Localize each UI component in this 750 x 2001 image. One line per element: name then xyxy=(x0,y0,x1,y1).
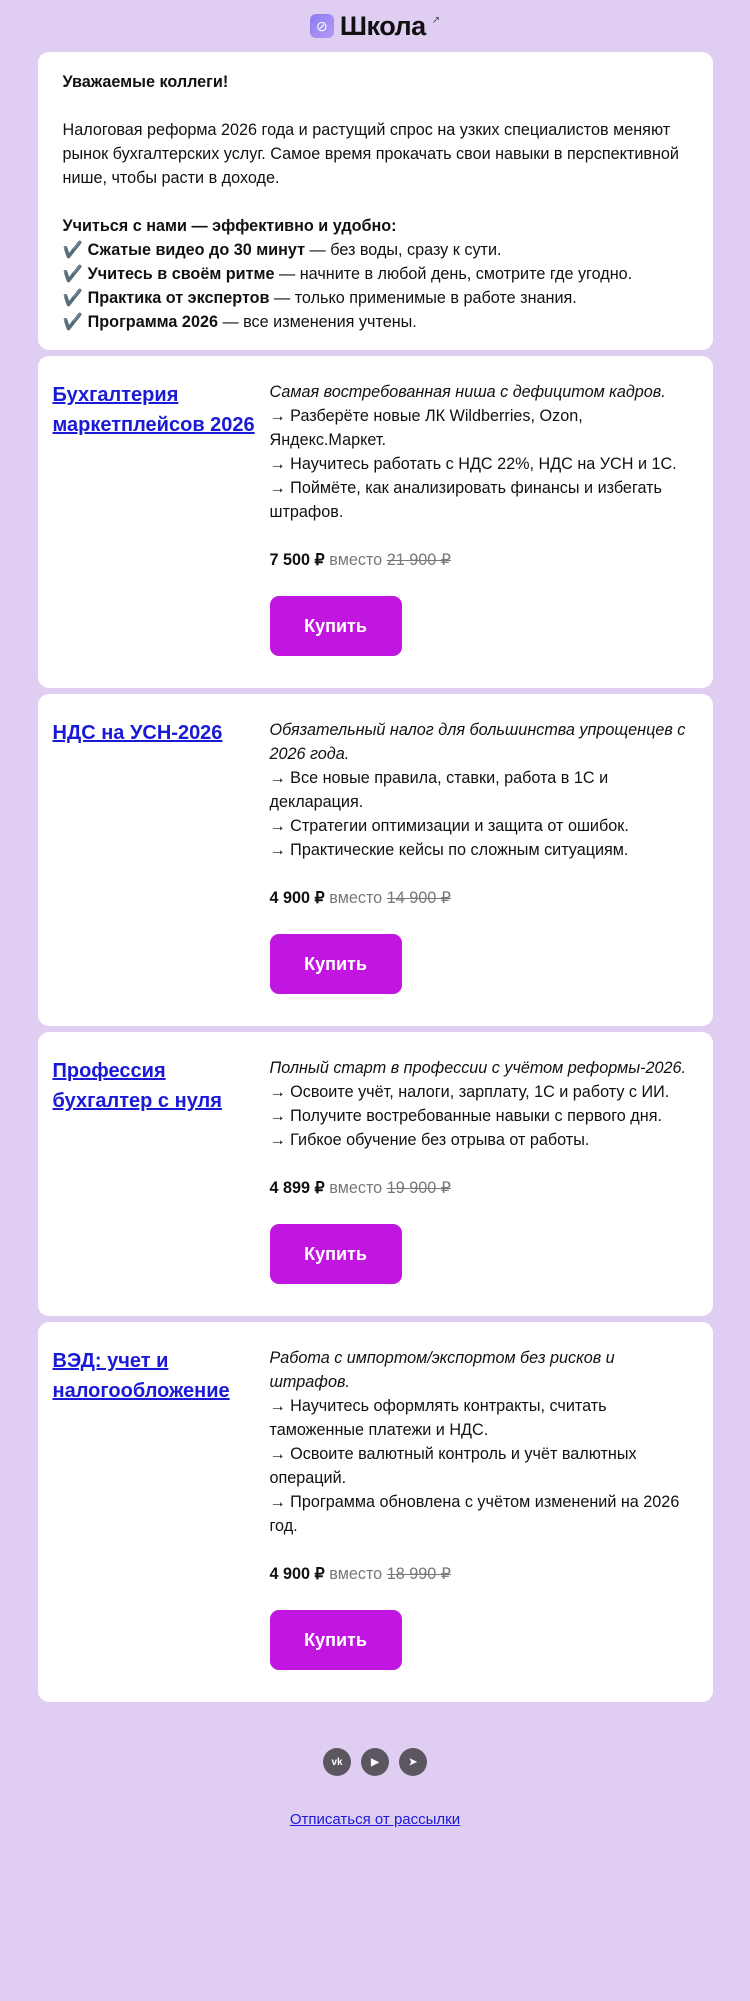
benefits-block xyxy=(63,214,688,334)
course-bullet: → Поймёте, как анализировать финансы и избегать штрафов. xyxy=(269,479,662,521)
price-instead-label: вместо xyxy=(324,551,387,569)
price-row xyxy=(270,1176,693,1200)
course-subtitle: Обязательный налог для большинства упрощенцев с 2026 года. xyxy=(269,721,686,763)
school-logo[interactable] xyxy=(310,11,440,42)
course-bullet: → Получите востребованные навыки с первого дня. xyxy=(269,1107,662,1125)
price-old: 21 900 ₽ xyxy=(386,551,451,569)
price-row xyxy=(270,886,693,910)
course-title-link[interactable]: НДС на УСН-2026 xyxy=(52,722,223,744)
intro-card xyxy=(38,52,713,350)
vk-icon[interactable]: vk xyxy=(323,1748,351,1776)
checkmark-icon: ✔️ xyxy=(62,313,83,331)
price-old: 14 900 ₽ xyxy=(386,889,451,907)
benefits-title: Учиться с нами — эффективно и удобно: xyxy=(62,217,397,235)
course-bullet: → Освоите учёт, налоги, зарплату, 1С и работу с ИИ. xyxy=(269,1083,670,1101)
email-header xyxy=(0,0,750,52)
price-instead-label: вместо xyxy=(324,1565,387,1583)
content-container xyxy=(38,52,713,1829)
price-instead-label: вместо xyxy=(324,889,387,907)
course-title-link[interactable]: ВЭД: учет и налогообложение xyxy=(52,1350,230,1402)
course-bullet: → Разберёте новые ЛК Wildberries, Ozon, Яндекс.Маркет. xyxy=(269,407,583,449)
course-bullet: → Практические кейсы по сложным ситуациям. xyxy=(269,841,629,859)
price-old: 19 900 ₽ xyxy=(386,1179,451,1197)
price-row xyxy=(270,1562,693,1586)
benefit-item xyxy=(63,241,502,259)
benefit-bold: Учитесь в своём ритме xyxy=(87,265,275,283)
price-new: 4 899 ₽ xyxy=(269,1179,325,1197)
checkmark-icon: ✔️ xyxy=(62,241,83,259)
price-new: 4 900 ₽ xyxy=(269,1565,325,1583)
course-card-accountant xyxy=(38,1032,713,1316)
course-bullet: → Освоите валютный контроль и учёт валютных операций. xyxy=(269,1445,637,1487)
benefit-item xyxy=(63,289,577,307)
buy-button[interactable]: Купить xyxy=(270,934,402,994)
price-old: 18 990 ₽ xyxy=(386,1565,451,1583)
price-new: 4 900 ₽ xyxy=(269,889,325,907)
benefit-item xyxy=(63,265,633,283)
benefit-item xyxy=(63,313,417,331)
course-title-link[interactable]: Бухгалтерия маркетплейсов 2026 xyxy=(52,384,255,436)
logo-text: Школа xyxy=(339,10,426,41)
telegram-icon[interactable]: ➤ xyxy=(399,1748,427,1776)
price-row xyxy=(270,548,693,572)
checkmark-icon: ✔️ xyxy=(62,289,83,307)
buy-button[interactable]: Купить xyxy=(270,596,402,656)
course-subtitle: Работа с импортом/экспортом без рисков и штрафов. xyxy=(269,1349,615,1391)
buy-button[interactable]: Купить xyxy=(270,1610,402,1670)
intro-paragraph: Налоговая реформа 2026 года и растущий спрос на узких специалистов меняют рынок бухгалтерских услуг. Самое время прокачать свои навыки в перспективной нише, чтобы расти в доходе. xyxy=(62,121,679,187)
benefit-text: — все изменения учтены. xyxy=(217,313,417,331)
buy-button[interactable]: Купить xyxy=(270,1224,402,1284)
external-link-icon[interactable]: ↗ xyxy=(431,14,441,26)
email-footer xyxy=(38,1708,713,1829)
course-subtitle: Самая востребованная ниша с дефицитом кадров. xyxy=(269,383,666,401)
paperclip-icon: ⊘ xyxy=(310,14,334,38)
benefit-text: — без воды, сразу к сути. xyxy=(305,241,502,259)
course-subtitle: Полный старт в профессии с учётом реформы-2026. xyxy=(269,1059,687,1077)
price-new: 7 500 ₽ xyxy=(269,551,325,569)
course-bullet: → Научитесь оформлять контракты, считать таможенные платежи и НДС. xyxy=(269,1397,607,1439)
social-links xyxy=(38,1748,713,1776)
course-title-link[interactable]: Профессия бухгалтер с нуля xyxy=(52,1060,222,1112)
course-bullet: → Научитесь работать с НДС 22%, НДС на УСН и 1С. xyxy=(269,455,677,473)
greeting: Уважаемые коллеги! xyxy=(62,73,229,91)
course-card-ved xyxy=(38,1322,713,1702)
benefit-bold: Программа 2026 xyxy=(87,313,218,331)
course-card-marketplaces xyxy=(38,356,713,688)
course-bullet: → Стратегии оптимизации и защита от ошибок. xyxy=(269,817,629,835)
benefit-bold: Сжатые видео до 30 минут xyxy=(87,241,306,259)
unsubscribe-link[interactable]: Отписаться от рассылки xyxy=(289,1811,461,1828)
benefit-bold: Практика от экспертов xyxy=(87,289,270,307)
course-card-vat-usn xyxy=(38,694,713,1026)
youtube-icon[interactable]: ▶ xyxy=(361,1748,389,1776)
course-bullet: → Гибкое обучение без отрыва от работы. xyxy=(269,1131,590,1149)
price-instead-label: вместо xyxy=(324,1179,387,1197)
benefit-text: — начните в любой день, смотрите где угодно. xyxy=(274,265,633,283)
course-bullet: → Все новые правила, ставки, работа в 1С и декларация. xyxy=(269,769,609,811)
benefit-text: — только применимые в работе знания. xyxy=(269,289,577,307)
course-bullet: → Программа обновлена с учётом изменений на 2026 год. xyxy=(269,1493,680,1535)
checkmark-icon: ✔️ xyxy=(62,265,83,283)
